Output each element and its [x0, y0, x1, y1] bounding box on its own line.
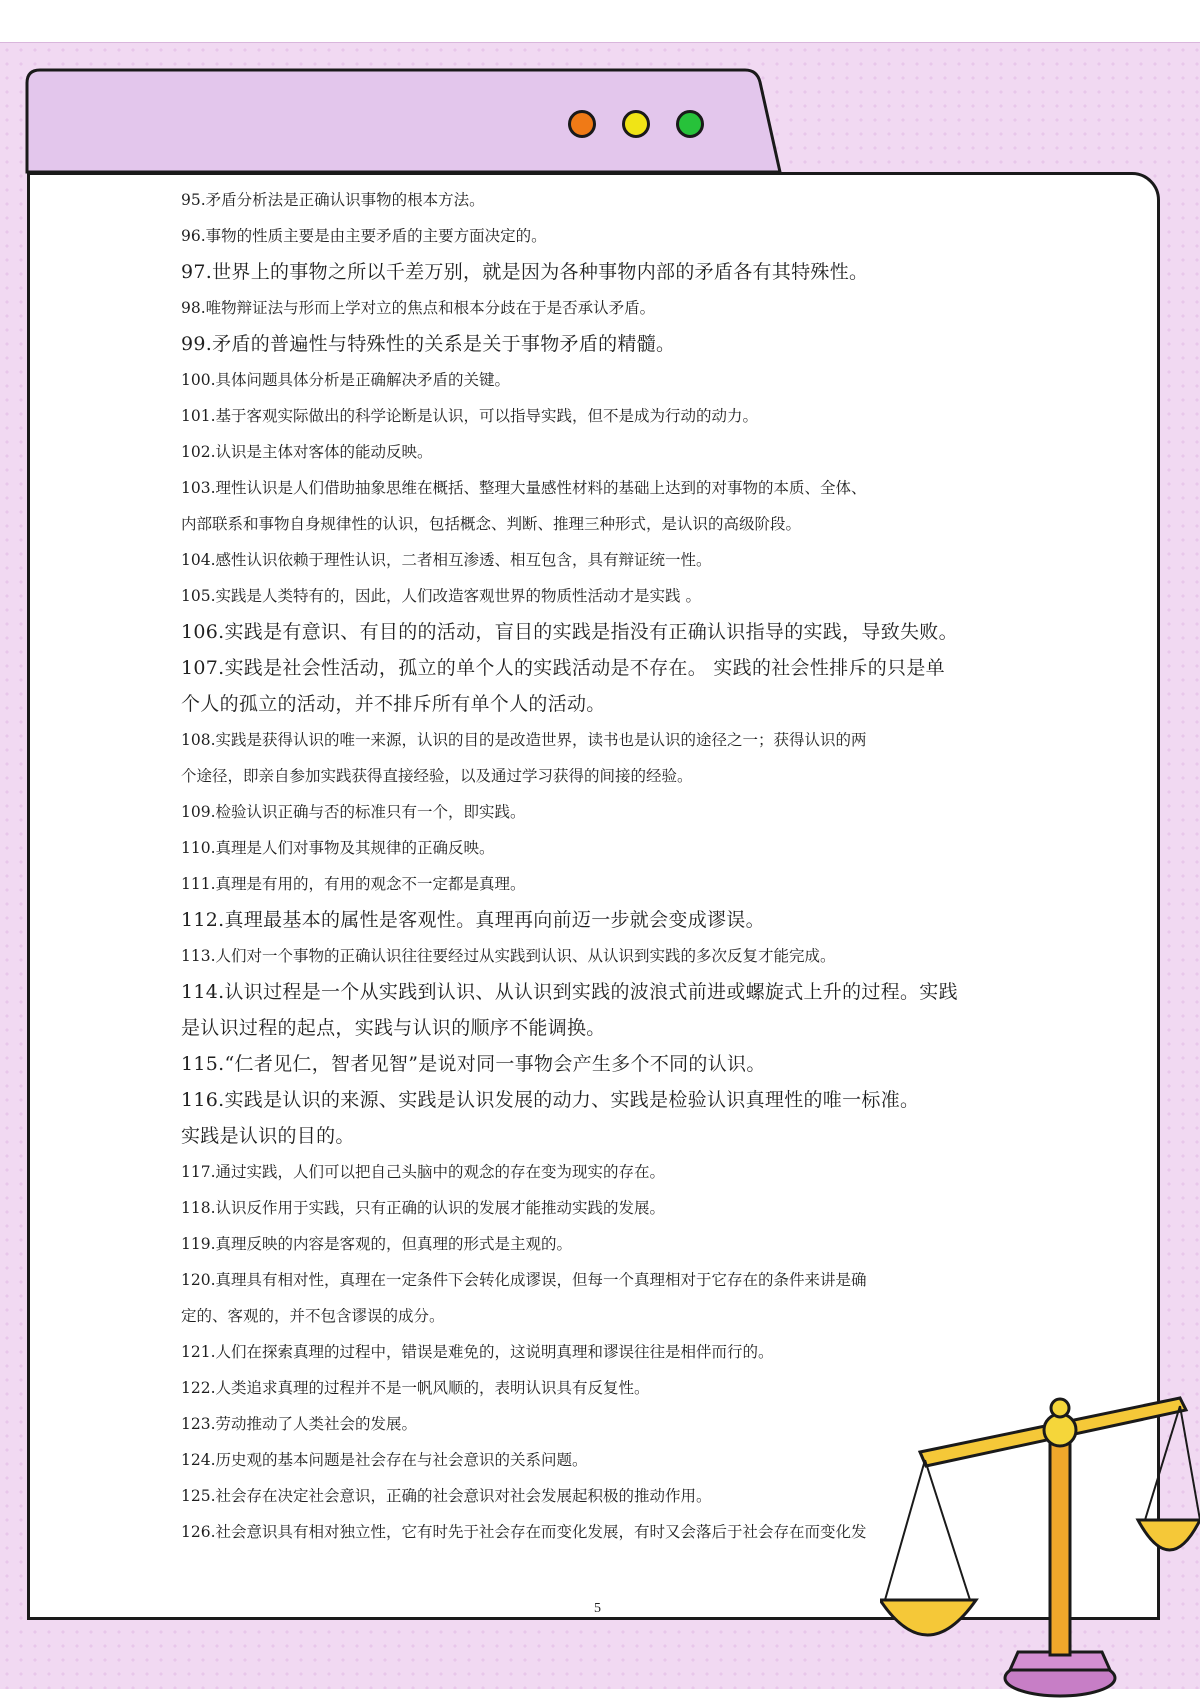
text-line: 118.认识反作用于实践，只有正确的认识的发展才能推动实践的发展。	[181, 1199, 666, 1217]
text-line: 内部联系和事物自身规律性的认识，包括概念、判断、推理三种形式，是认识的高级阶段。	[181, 515, 802, 533]
page-number: 5	[594, 1601, 601, 1616]
text-line: 125.社会存在决定社会意识，正确的社会意识对社会发展起积极的推动作用。	[181, 1487, 712, 1505]
text-line: 105.实践是人类特有的，因此，人们改造客观世界的物质性活动才是实践 。	[181, 587, 701, 605]
text-line: 124.历史观的基本问题是社会存在与社会意识的关系问题。	[181, 1451, 588, 1469]
text-line: 102.认识是主体对客体的能动反映。	[181, 443, 433, 461]
text-line: 117.通过实践，人们可以把自己头脑中的观念的存在变为现实的存在。	[181, 1163, 666, 1181]
text-line: 115.“仁者见仁，智者见智”是说对同一事物会产生多个不同的认识。	[181, 1053, 766, 1075]
text-line: 126.社会意识具有相对独立性，它有时先于社会存在而变化发展，有时又会落后于社会存在而变化发	[181, 1523, 867, 1541]
text-line: 109.检验认识正确与否的标准只有一个，即实践。	[181, 803, 526, 821]
text-line: 98.唯物辩证法与形而上学对立的焦点和根本分歧在于是否承认矛盾。	[181, 299, 656, 317]
text-line: 108.实践是获得认识的唯一来源，认识的目的是改造世界，读书也是认识的途径之一；获得认识的两	[181, 731, 867, 749]
balance-scale-icon	[880, 1370, 1200, 1698]
document-body	[181, 182, 1021, 1550]
text-line: 96.事物的性质主要是由主要矛盾的主要方面决定的。	[181, 227, 547, 245]
text-line: 101.基于客观实际做出的科学论断是认识，可以指导实践，但不是成为行动的动力。	[181, 407, 759, 425]
text-line: 个人的孤立的活动，并不排斥所有单个人的活动。	[181, 693, 606, 715]
text-line: 100.具体问题具体分析是正确解决矛盾的关键。	[181, 371, 511, 389]
text-line: 是认识过程的起点，实践与认识的顺序不能调换。	[181, 1017, 606, 1039]
window-orange-dot	[568, 110, 596, 138]
text-line: 111.真理是有用的，有用的观念不一定都是真理。	[181, 875, 526, 893]
text-line: 个途径，即亲自参加实践获得直接经验，以及通过学习获得的间接的经验。	[181, 767, 693, 785]
text-line: 实践是认识的目的。	[181, 1125, 355, 1147]
text-line: 110.真理是人们对事物及其规律的正确反映。	[181, 839, 495, 857]
text-line: 106.实践是有意识、有目的的活动，盲目的实践是指没有正确认识指导的实践，导致失败。	[181, 621, 958, 643]
text-line: 121.人们在探索真理的过程中，错误是难免的，这说明真理和谬误往往是相伴而行的。	[181, 1343, 774, 1361]
text-line: 122.人类追求真理的过程并不是一帆风顺的，表明认识具有反复性。	[181, 1379, 650, 1397]
text-line: 99.矛盾的普遍性与特殊性的关系是关于事物矛盾的精髓。	[181, 333, 676, 355]
text-line: 113.人们对一个事物的正确认识往往要经过从实践到认识、从认识到实践的多次反复才能完成。	[181, 947, 836, 965]
window-green-dot	[676, 110, 704, 138]
window-tab-header	[0, 0, 1200, 200]
text-line: 120.真理具有相对性，真理在一定条件下会转化成谬误，但每一个真理相对于它存在的条件来讲是确	[181, 1271, 867, 1289]
window-yellow-dot	[622, 110, 650, 138]
text-line: 114.认识过程是一个从实践到认识、从认识到实践的波浪式前进或螺旋式上升的过程。实践	[181, 981, 958, 1003]
text-line: 104.感性认识依赖于理性认识，二者相互渗透、相互包含，具有辩证统一性。	[181, 551, 712, 569]
text-line: 103.理性认识是人们借助抽象思维在概括、整理大量感性材料的基础上达到的对事物的本质、全体、	[181, 479, 867, 497]
text-line: 119.真理反映的内容是客观的，但真理的形式是主观的。	[181, 1235, 573, 1253]
text-line: 定的、客观的，并不包含谬误的成分。	[181, 1307, 445, 1325]
text-line: 116.实践是认识的来源、实践是认识发展的动力、实践是检验认识真理性的唯一标准。	[181, 1089, 920, 1111]
text-line: 107.实践是社会性活动，孤立的单个人的实践活动是不存在。 实践的社会性排斥的只是单	[181, 657, 945, 679]
text-line: 112.真理最基本的属性是客观性。真理再向前迈一步就会变成谬误。	[181, 909, 765, 931]
text-line: 123.劳动推动了人类社会的发展。	[181, 1415, 418, 1433]
text-line: 95.矛盾分析法是正确认识事物的根本方法。	[181, 191, 485, 209]
text-line: 97.世界上的事物之所以千差万别，就是因为各种事物内部的矛盾各有其特殊性。	[181, 261, 869, 283]
